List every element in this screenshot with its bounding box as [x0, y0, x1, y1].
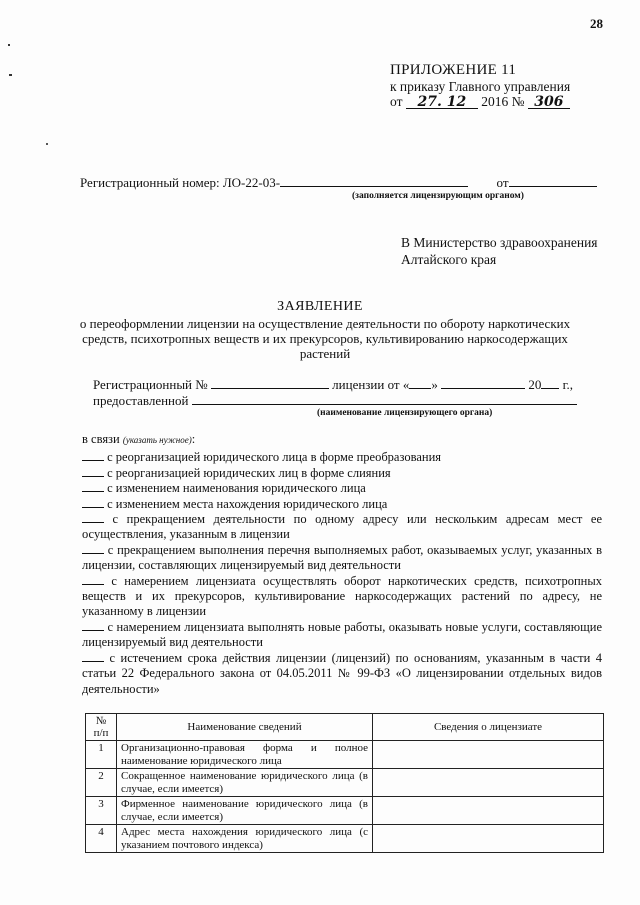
appendix-block	[390, 63, 570, 110]
checkbox-blank[interactable]	[82, 620, 104, 631]
reasons-intro-note: (указать нужное)	[122, 435, 192, 445]
header-name: Наименование сведений	[117, 714, 373, 741]
reason-item[interactable]	[82, 450, 602, 465]
reasons-intro	[82, 432, 602, 448]
checkbox-blank[interactable]	[82, 450, 104, 461]
row-number: 2	[86, 769, 117, 797]
checkbox-blank[interactable]	[82, 497, 104, 508]
appendix-year: 2016 №	[481, 94, 525, 109]
provided-field[interactable]	[192, 392, 577, 405]
provided-row	[93, 392, 577, 409]
quote-close: »	[431, 377, 438, 392]
reason-text: с изменением наименования юридического лица	[107, 481, 366, 496]
row-value-cell[interactable]	[373, 769, 604, 797]
registration-number-field[interactable]	[280, 174, 468, 187]
header-number: № п/п	[86, 714, 117, 741]
reason-item[interactable]	[82, 512, 602, 543]
page-number: 28	[590, 16, 603, 31]
row-number: 1	[86, 741, 117, 769]
checkbox-blank[interactable]	[82, 512, 104, 523]
appendix-title: ПРИЛОЖЕНИЕ 11	[390, 62, 517, 78]
reason-text: с прекращением выполнения перечня выполняемых работ, оказываемых услуг, указанных в лицензии, составляющих лицензируемый вид деятельности	[82, 542, 603, 573]
reason-item[interactable]	[82, 574, 602, 620]
row-value-cell[interactable]	[373, 741, 604, 769]
table-row	[86, 741, 604, 769]
reason-item[interactable]	[82, 651, 602, 697]
row-value-cell[interactable]	[373, 825, 604, 853]
document-title: ЗАЯВЛЕНИЕ	[277, 299, 363, 314]
appendix-date-line	[390, 94, 570, 110]
reason-item[interactable]	[82, 481, 602, 496]
reason-text: с прекращением деятельности по одному адресу или нескольким адресам мест ее осуществления, указанным в лицензии	[82, 512, 603, 542]
reason-text: с истечением срока действия лицензии (лицензий) по основаниям, указанным в части 4 статьи 22 Федерального закона от 04.05.2011 № 99-ФЗ «О лицензировании отдельных видов деятельности»	[82, 650, 603, 696]
date-prefix: от	[390, 94, 403, 109]
document-subtitle: о переоформлении лицензии на осуществление деятельности по обороту наркотических средств, психотропных веществ и их прекурсоров, культивированию наркосодержащих растений	[79, 316, 571, 361]
row-number: 3	[86, 797, 117, 825]
reason-text: с намерением лицензиата осуществлять оборот наркотических средств, психотропных веществ и их прекурсоров, культивирование наркосодержащих растений по адресу, не указанному в лицензии	[82, 573, 602, 619]
reasons-intro-end: :	[191, 432, 196, 446]
registration-from-label: от	[496, 175, 509, 190]
checkbox-blank[interactable]	[82, 466, 104, 477]
row-name: Организационно-правовая форма и полное наименование юридического лица	[117, 741, 373, 769]
appendix-order-line: к приказу Главного управления	[390, 78, 571, 94]
license-reg-label: Регистрационный №	[93, 377, 208, 392]
reason-text: с реорганизацией юридических лиц в форме слияния	[107, 465, 391, 480]
row-name: Фирменное наименование юридического лица (в случае, если имеется)	[117, 797, 373, 825]
reason-item[interactable]	[82, 543, 602, 574]
registration-line	[80, 174, 597, 191]
checkbox-blank[interactable]	[82, 481, 104, 492]
checkbox-blank[interactable]	[82, 574, 104, 585]
checkbox-blank[interactable]	[82, 543, 104, 554]
provided-label: предоставленной	[93, 393, 189, 408]
handwritten-number: 306	[528, 96, 570, 109]
license-row	[93, 376, 573, 393]
reason-item[interactable]	[82, 497, 602, 512]
license-month-field[interactable]	[441, 376, 525, 389]
scan-speck	[8, 44, 10, 46]
addressee	[401, 235, 598, 268]
license-year-field[interactable]	[541, 376, 559, 389]
table-row	[86, 769, 604, 797]
table-header-row	[86, 714, 604, 741]
license-year-suffix: г.,	[562, 377, 573, 392]
reason-text: с намерением лицензиата выполнять новые работы, оказывать новые услуги, составляющие лицензируемый вид деятельности	[82, 619, 603, 650]
row-name: Сокращенное наименование юридического лица (в случае, если имеется)	[117, 769, 373, 797]
registration-note: (заполняется лицензирующим органом)	[352, 191, 524, 201]
reasons-list	[82, 432, 602, 697]
license-day-field[interactable]	[409, 376, 431, 389]
handwritten-date: 27. 12	[406, 96, 478, 109]
header-value: Сведения о лицензиате	[373, 714, 604, 741]
reasons-intro-text: в связи	[82, 432, 120, 446]
license-reg-field[interactable]	[211, 376, 329, 389]
registration-label: Регистрационный номер: ЛО-22-03-	[80, 175, 281, 190]
table-row	[86, 797, 604, 825]
row-name: Адрес места нахождения юридического лица (с указанием почтового индекса)	[117, 825, 373, 853]
license-from-label: лицензии от «	[332, 377, 410, 392]
scan-speck	[9, 74, 12, 76]
reason-item[interactable]	[82, 466, 602, 481]
registration-date-field[interactable]	[509, 174, 597, 187]
licensee-info-table	[85, 713, 604, 853]
addressee-line-1: В Министерство здравоохранения	[401, 235, 598, 250]
provided-note: (наименование лицензирующего органа)	[317, 408, 493, 418]
addressee-line-2: Алтайского края	[401, 251, 497, 267]
checkbox-blank[interactable]	[82, 651, 104, 662]
table-row	[86, 825, 604, 853]
scan-speck	[46, 143, 48, 145]
reason-item[interactable]	[82, 620, 602, 651]
license-year-label: 20	[528, 377, 542, 392]
row-number: 4	[86, 825, 117, 853]
row-value-cell[interactable]	[373, 797, 604, 825]
reason-text: с реорганизацией юридического лица в форме преобразования	[107, 450, 442, 465]
reason-text: с изменением места нахождения юридического лица	[107, 496, 388, 511]
